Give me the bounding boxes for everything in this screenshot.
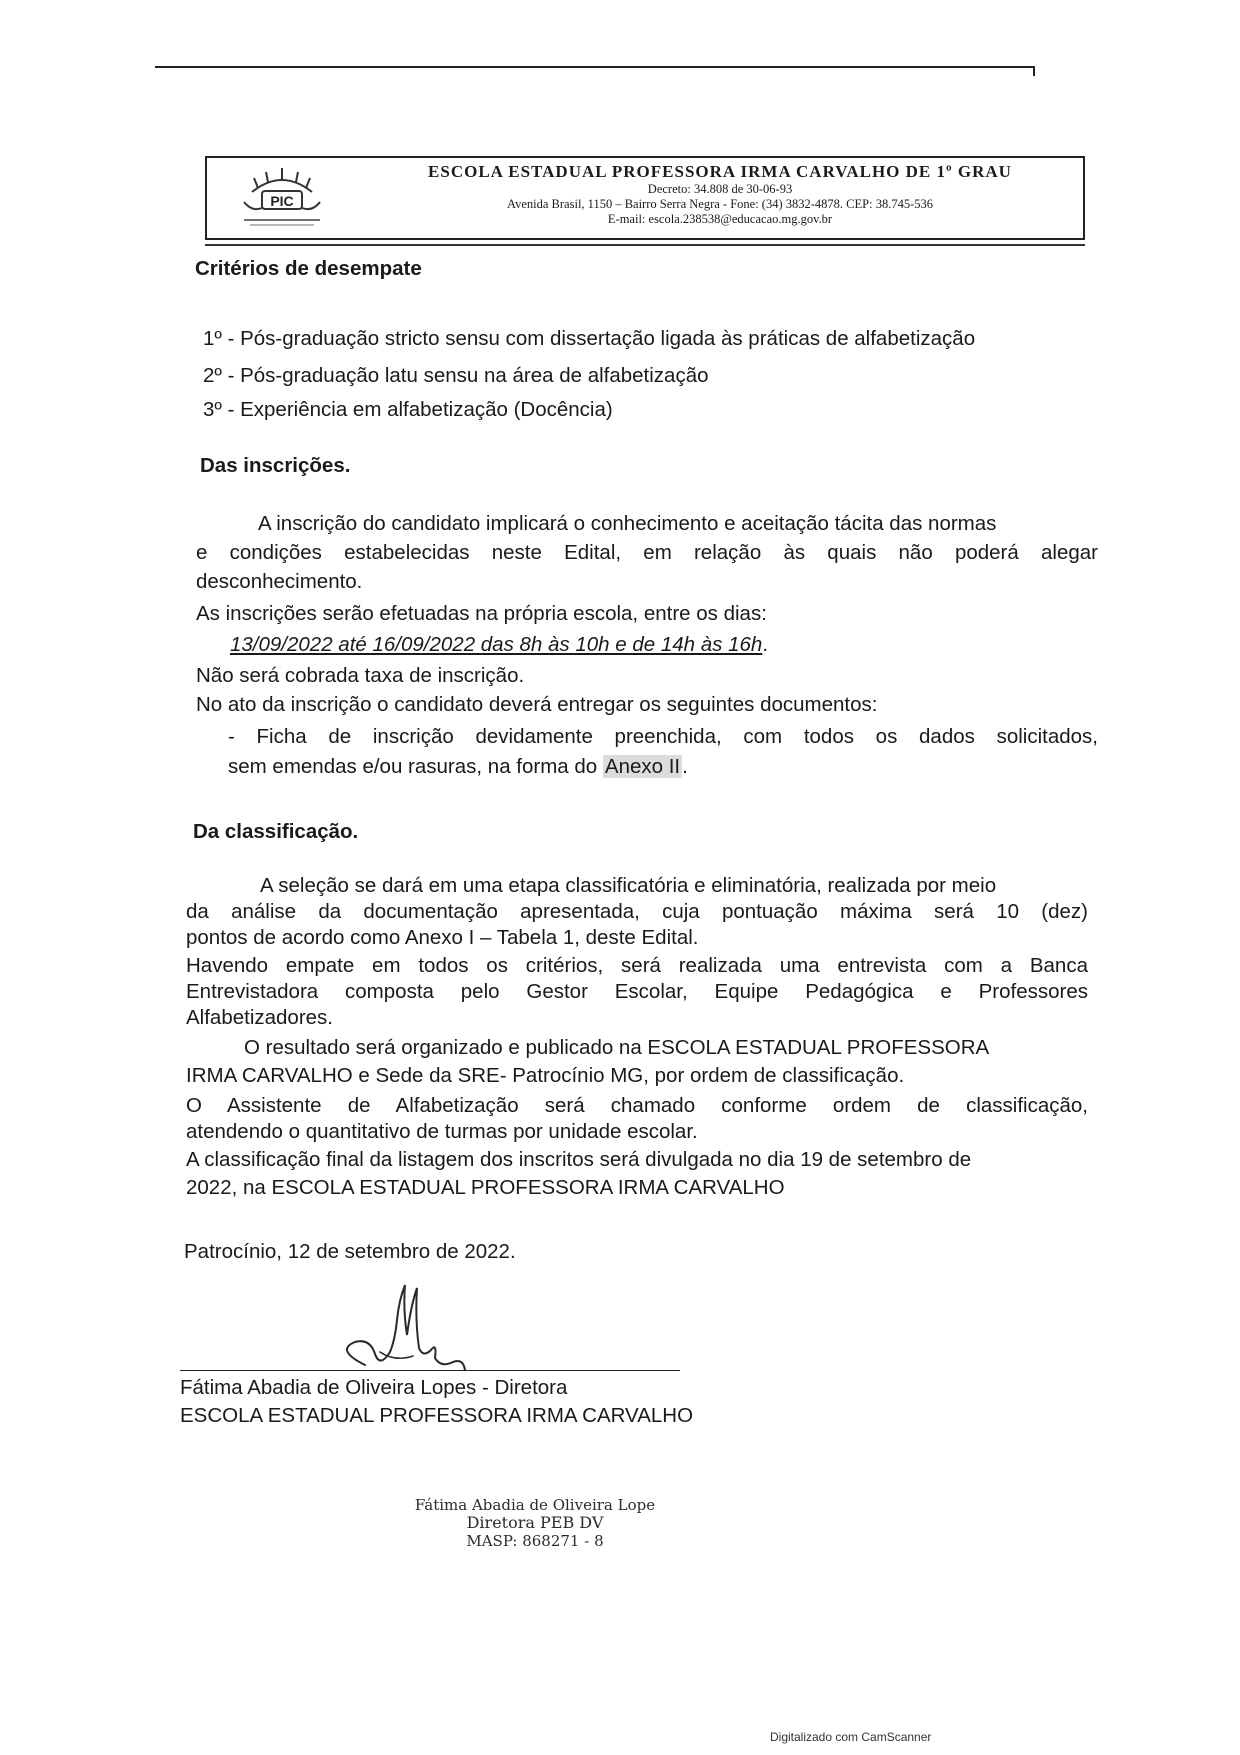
classificacao-title: Da classificação. xyxy=(193,820,359,843)
place-date: Patrocínio, 12 de setembro de 2022. xyxy=(184,1240,516,1263)
classificacao-line-8: IRMA CARVALHO e Sede da SRE- Patrocínio MG, por ordem de classificação. xyxy=(186,1064,905,1087)
inscricoes-p1-line1: A inscrição do candidato implicará o conhecimento e aceitação tácita das normas xyxy=(258,512,997,535)
top-rule-tick xyxy=(1033,66,1035,76)
inscricoes-p1-line3: desconhecimento. xyxy=(196,570,363,593)
classificacao-line-11: A classificação final da listagem dos inscritos será divulgada no dia 19 de setembro de xyxy=(186,1148,972,1171)
letterhead-bottom-rule xyxy=(205,244,1085,246)
letterhead-school: ESCOLA ESTADUAL PROFESSORA IRMA CARVALHO DE 1º GRAU xyxy=(428,162,1012,181)
signature-line xyxy=(180,1370,680,1371)
inscricoes-doc-line1: - Ficha de inscrição devidamente preenchida, com todos os dados solicitados, xyxy=(228,725,1098,748)
logo-text: PIC xyxy=(270,193,294,209)
letterhead-text xyxy=(357,162,1083,227)
stamp-masp: MASP: 868271 - 8 xyxy=(466,1532,604,1550)
inscricoes-doc-line2-text: sem emendas e/ou rasuras, na forma do xyxy=(228,755,598,778)
top-rule xyxy=(155,66,1035,68)
criteria-item-3: 3º - Experiência em alfabetização (Docência) xyxy=(203,398,613,421)
letterhead-decree: Decreto: 34.808 de 30-06-93 xyxy=(647,182,793,196)
anexo-ii-highlight: Anexo II xyxy=(604,755,681,778)
signature-icon xyxy=(325,1280,475,1380)
signer-name: Fátima Abadia de Oliveira Lopes - Diretora xyxy=(180,1376,568,1399)
classificacao-line-3: pontos de acordo como Anexo I – Tabela 1, deste Edital. xyxy=(186,926,699,949)
classificacao-line-2: da análise da documentação apresentada, cuja pontuação máxima será 10 (dez) xyxy=(186,900,1088,923)
inscricoes-p2: As inscrições serão efetuadas na própria escola, entre os dias: xyxy=(196,602,767,625)
criteria-title: Critérios de desempate xyxy=(195,257,422,280)
criteria-item-2: 2º - Pós-graduação latu sensu na área de alfabetização xyxy=(203,364,709,387)
inscricoes-doc-line2: sem emendas e/ou rasuras, na forma do Anexo II. xyxy=(228,755,688,778)
classificacao-line-9: O Assistente de Alfabetização será chamado conforme ordem de classificação, xyxy=(186,1094,1088,1117)
letterhead-address: Avenida Brasil, 1150 – Bairro Serra Negra - Fone: (34) 3832-4878. CEP: 38.745-536 xyxy=(507,197,933,211)
camscanner-footer: Digitalizado com CamScanner xyxy=(770,1730,932,1744)
signer-school: ESCOLA ESTADUAL PROFESSORA IRMA CARVALHO xyxy=(180,1404,694,1427)
letterhead-email: E-mail: escola.238538@educacao.mg.gov.br xyxy=(607,212,833,226)
classificacao-line-10: atendendo o quantitativo de turmas por unidade escolar. xyxy=(186,1120,698,1143)
classificacao-line-12: 2022, na ESCOLA ESTADUAL PROFESSORA IRMA CARVALHO xyxy=(186,1176,785,1199)
classificacao-line-5: Entrevistadora composta pelo Gestor Escolar, Equipe Pedagógica e Professores xyxy=(186,980,1088,1003)
inscricoes-title: Das inscrições. xyxy=(200,454,351,477)
classificacao-line-7: O resultado será organizado e publicado na ESCOLA ESTADUAL PROFESSORA xyxy=(244,1036,990,1059)
criteria-item-1: 1º - Pós-graduação stricto sensu com dissertação ligada às práticas de alfabetização xyxy=(203,327,976,350)
inscricoes-dates: 13/09/2022 até 16/09/2022 das 8h às 10h e de 14h às 16h. xyxy=(230,633,769,656)
classificacao-line-1: A seleção se dará em uma etapa classificatória e eliminatória, realizada por meio xyxy=(260,874,997,897)
inscricoes-dates-text: 13/09/2022 até 16/09/2022 das 8h às 10h e de 14h às 16h xyxy=(230,633,763,656)
stamp-name: Fátima Abadia de Oliveira Lope xyxy=(414,1496,656,1514)
classificacao-line-4: Havendo empate em todos os critérios, será realizada uma entrevista com a Banca xyxy=(186,954,1088,977)
inscricoes-p1-line2: e condições estabelecidas neste Edital, em relação às quais não poderá alegar xyxy=(196,541,1098,564)
classificacao-line-6: Alfabetizadores. xyxy=(186,1006,334,1029)
stamp-role: Diretora PEB DV xyxy=(466,1513,604,1532)
inscricoes-p4: No ato da inscrição o candidato deverá entregar os seguintes documentos: xyxy=(196,693,878,716)
director-stamp xyxy=(385,1496,685,1550)
school-logo-icon xyxy=(222,164,342,230)
inscricoes-p3: Não será cobrada taxa de inscrição. xyxy=(196,664,525,687)
